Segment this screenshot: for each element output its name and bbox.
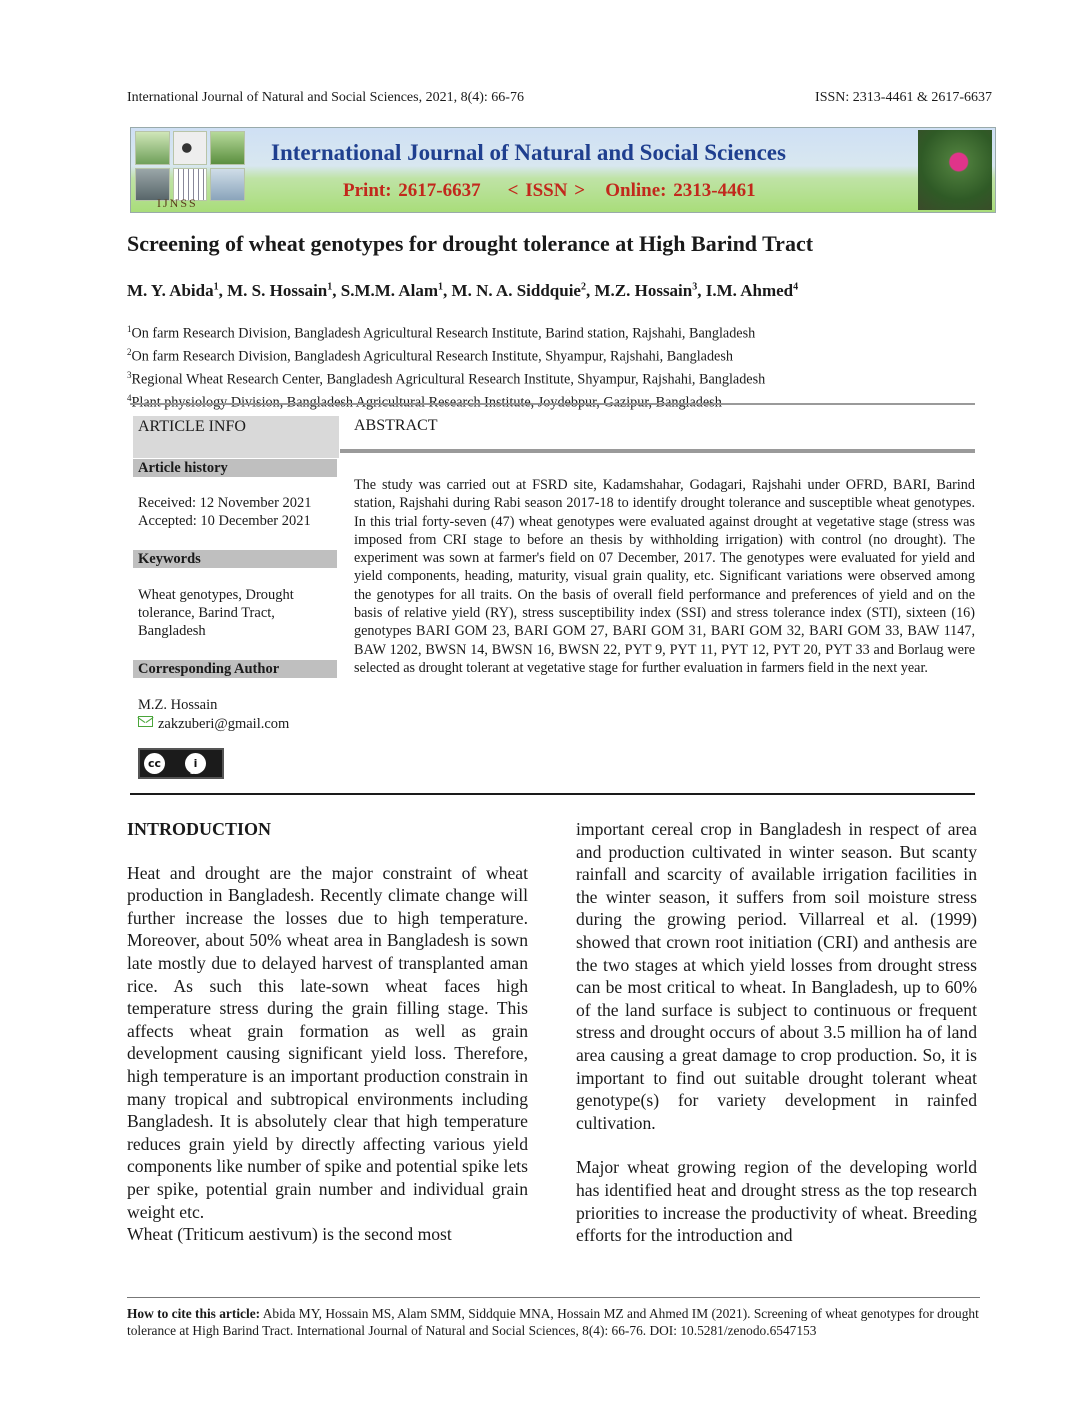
keywords-label: Keywords (133, 550, 337, 568)
corresponding-author-label: Corresponding Author (133, 660, 337, 678)
affiliation-marker: 1 (327, 281, 333, 293)
running-header-journal: International Journal of Natural and Social Sciences, 2021, 8(4): 66-76 (127, 90, 524, 105)
section-heading-introduction: INTRODUCTION (127, 819, 272, 839)
author-name: M. S. Hossain (227, 281, 328, 300)
thumbnail-image (210, 168, 245, 202)
banner-title: International Journal of Natural and Social Sciences (271, 140, 786, 165)
keywords-line: tolerance, Barind Tract, (138, 605, 275, 621)
affiliation-line: $^4$Plant physiology Division, Bangladesh Agricultural Research Institute, Joydebpur, Gazipur, Bangladesh (127, 393, 722, 412)
author-name: I.M. Ahmed (705, 281, 794, 300)
author-name: M. Y. Abida (127, 281, 214, 300)
received-date: Received: 12 November 2021 (138, 495, 312, 511)
corresponding-author-name: M.Z. Hossain (138, 697, 218, 713)
keywords-line: Bangladesh (138, 623, 206, 639)
affiliation-line: $^2$On farm Research Division, Bangladesh Agricultural Research Institute, Shyampur, Rajshahi, Bangladesh (127, 347, 733, 365)
divider (130, 793, 975, 795)
affiliation-number: 3 (127, 370, 132, 381)
body-paragraph-continued: Wheat (Triticum aestivum) is the second most (127, 1224, 452, 1245)
thumbnail-image (135, 131, 170, 165)
body-paragraph: Major wheat growing region of the developing world has identified heat and drought stress as the top research priorities to increase the productivity of wheat. Breeding efforts for the introduction and (576, 1157, 977, 1246)
citation-label: How to cite this article: (127, 1306, 261, 1321)
keywords-line: Wheat genotypes, Drought (138, 587, 294, 603)
citation-text: Abida MY, Hossain MS, Alam SMM, Siddquie MNA, Hossain MZ and Ahmed IM (2021). Screening of wheat genotypes for drought tolerance at High Barind Tract. International Journal of Natural and Social Sciences, 8(4): 66-76. DOI: 10.5281/zenodo.6547153 (127, 1306, 979, 1338)
by-label: BY (190, 769, 198, 776)
divider (127, 1297, 980, 1298)
thumbnail-image (173, 131, 208, 165)
accepted-date: Accepted: 10 December 2021 (138, 513, 311, 529)
abstract-heading: ABSTRACT (354, 417, 438, 434)
affiliation-number: 2 (127, 347, 132, 358)
author-name: S.M.M. Alam (340, 281, 439, 300)
cc-by-license-badge[interactable] (138, 748, 224, 779)
affiliation-marker: 3 (692, 281, 698, 293)
body-paragraph: important cereal crop in Bangladesh in respect of area and production cultivated in winter season. But scanty rainfall and scarcity of available irrigation facilities in the winter season, it suffers from soil moisture stress during the growing period. Villarreal et al. (1999) showed that crown root initiation (CRI) and anthesis are the two stages at which yield losses from drought stress can be most critical to wheat. In Bangladesh, up to 60% of the land surface is subject to continuous or frequent stress and drought occurs of about 3.5 million ha of land area causing a great damage to crop production. So, it is important to find out suitable drought tolerant wheat genotype(s) for variety development in rainfed cultivation. (576, 819, 977, 1133)
affiliation-line: $^3$Regional Wheat Research Center, Bangladesh Agricultural Research Institute, Shyampur, Rajshahi, Bangladesh (127, 370, 766, 389)
author-name: M.Z. Hossain (594, 281, 693, 300)
article-history-label: Article history (133, 459, 337, 477)
affiliation-list (127, 320, 765, 413)
affiliation-marker: 1 (213, 281, 219, 293)
thumbnail-image (210, 131, 245, 165)
divider (130, 403, 975, 405)
article-info-heading: ARTICLE INFO (133, 416, 339, 458)
body-column-left (127, 818, 528, 1246)
body-column-right (576, 818, 977, 1247)
attribution-icon: i (185, 753, 206, 774)
affiliation-line: $^1$On farm Research Division, Bangladesh Agricultural Research Institute, Barind station, Rajshahi, Bangladesh (127, 324, 756, 342)
affiliation-number: 1 (127, 324, 132, 334)
divider (340, 449, 975, 453)
running-header-issn: ISSN: 2313-4461 & 2617-6637 (815, 90, 992, 105)
abstract-text: The study was carried out at FSRD site, Kadamshahar, Godagari, Rajshahi under OFRD, BARI, Barind station, Rajshahi during Rabi season 2017-18 to identify drought tolerance and susceptible wheat genotypes. In this trial forty-seven (47) wheat genotypes were evaluated against drought at vegetative stage (stress was imposed from CRI stage to before an thesis by withholding irrigation) with control (no drought). The experiment was sown at farmer's field on 07 December, 2017. The genotypes were evaluated for yield and yield components, heading, maturity, visual grain quality, etc. Significant variations were observed among the genotypes for all traits. On the basis of overall field performance and preferences of yield and on the basis of relative yield (RY), stress susceptibility index (SSI) and stress tolerance index (STI), sixteen (16) genotypes BARI GOM 23, BARI GOM 27, BARI GOM 31, BARI GOM 32, BARI GOM 33, BAW 1147, BAW 1202, BWSN 14, BWSN 16, BWSN 22, PYT 9, PYT 11, PYT 12, PYT 20, PYT 33 and Borlaug were selected as drought tolerant at vegetative stage for further evaluation in farmers field in the next year. (354, 477, 975, 676)
paper-title: Screening of wheat genotypes for drought tolerance at High Barind Tract (127, 231, 814, 256)
banner-flower-photo (918, 130, 992, 210)
mail-icon (138, 716, 153, 727)
affiliation-marker: 2 (580, 281, 586, 293)
author-list: M. Y. Abida$^1$, M. S. Hossain$^1$, S.M.M. Alam$^1$, M. N. A. Siddquie$^2$, M.Z. Hossain$^3$, I.M. Ahmed$^4$ (127, 281, 799, 300)
banner-thumbnail-collage (135, 131, 245, 201)
affiliation-marker: 4 (793, 281, 799, 293)
corresponding-email[interactable]: zakzuberi@gmail.com (158, 716, 290, 732)
body-paragraph: Heat and drought are the major constraint of wheat production in Bangladesh. Recently climate change will further increase the losses due to high temperature. Moreover, about 50% wheat area in Bangladesh is sown late mostly due to delayed harvest of transplanted aman rice. As such this late-sown wheat faces high temperature stress during the grain filling stage. This affects wheat grain formation as well as grain development causing significant yield loss. Therefore, high temperature is an important production constrain in many tropical and subtropical environments including Bangladesh. It is absolutely clear that high temperature reduces grain yield by directly affecting various yield components like number of spike and potential spike lets per spike, potential grain number and individual grain weight etc. (127, 862, 528, 1222)
journal-banner (130, 127, 996, 213)
citation-note (127, 1305, 980, 1339)
author-name: M. N. A. Siddquie (451, 281, 581, 300)
banner-issn-line: Print: 2617-6637 < ISSN > Online: 2313-4461 (343, 180, 756, 201)
creative-commons-icon: cc (144, 753, 165, 774)
affiliation-marker: 1 (438, 281, 444, 293)
banner-logo-text: IJNSS (157, 196, 198, 210)
affiliation-number: 4 (127, 393, 132, 404)
